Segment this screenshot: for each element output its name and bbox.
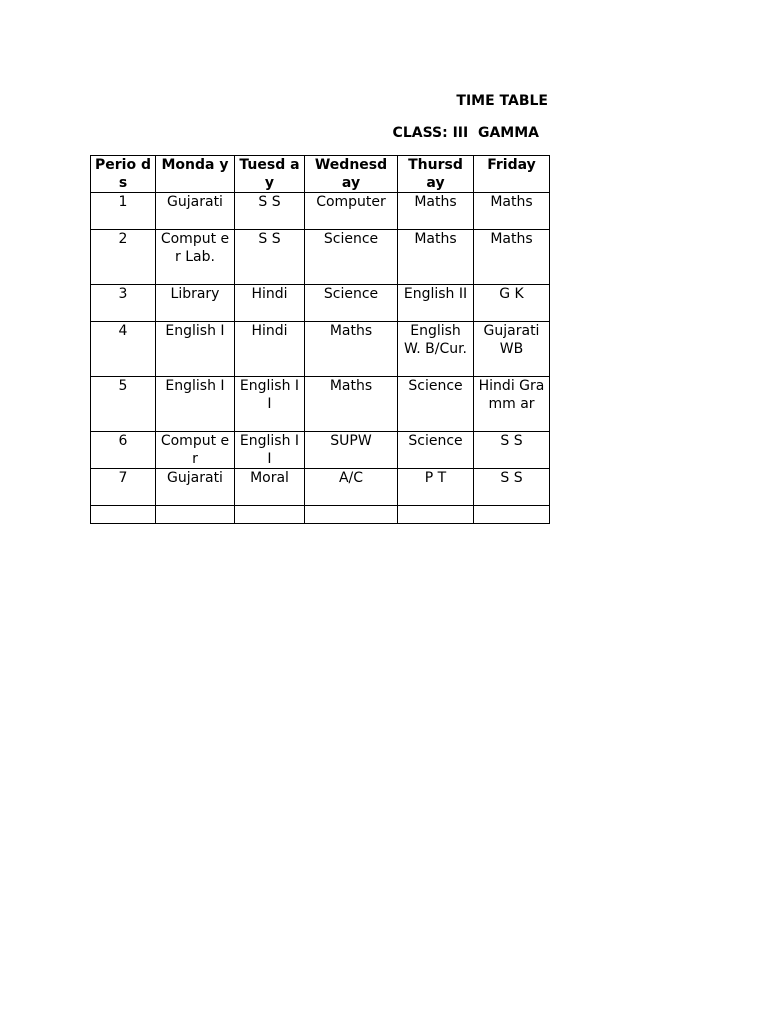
header-friday: Friday bbox=[474, 156, 550, 193]
friday-cell bbox=[474, 506, 550, 524]
wednesday-cell: Science bbox=[305, 230, 398, 285]
friday-cell: Maths bbox=[474, 193, 550, 230]
header-thursday: Thursd ay bbox=[398, 156, 474, 193]
period-cell: 4 bbox=[91, 322, 156, 377]
wednesday-cell bbox=[305, 506, 398, 524]
period-cell: 6 bbox=[91, 432, 156, 469]
period-cell bbox=[91, 506, 156, 524]
wednesday-cell: Maths bbox=[305, 377, 398, 432]
class-label: CLASS: III GAMMA bbox=[392, 125, 539, 141]
wednesday-cell: Science bbox=[305, 285, 398, 322]
header-tuesday: Tuesd ay bbox=[235, 156, 305, 193]
tuesday-cell: English II bbox=[235, 377, 305, 432]
monday-cell: English I bbox=[156, 322, 235, 377]
monday-cell: Library bbox=[156, 285, 235, 322]
period-cell: 1 bbox=[91, 193, 156, 230]
period-cell: 2 bbox=[91, 230, 156, 285]
tuesday-cell: S S bbox=[235, 193, 305, 230]
wednesday-cell: Maths bbox=[305, 322, 398, 377]
wednesday-cell: A/C bbox=[305, 469, 398, 506]
header-periods: Perio ds bbox=[91, 156, 156, 193]
friday-cell: Hindi Gramm ar bbox=[474, 377, 550, 432]
page-title: TIME TABLE bbox=[456, 93, 548, 109]
table-row bbox=[91, 506, 550, 524]
period-cell: 5 bbox=[91, 377, 156, 432]
tuesday-cell: Hindi bbox=[235, 285, 305, 322]
table-row bbox=[91, 193, 550, 230]
friday-cell: Maths bbox=[474, 230, 550, 285]
tuesday-cell: English II bbox=[235, 432, 305, 469]
tuesday-cell bbox=[235, 506, 305, 524]
friday-cell: S S bbox=[474, 469, 550, 506]
table-row bbox=[91, 285, 550, 322]
monday-cell: Gujarati bbox=[156, 469, 235, 506]
table-row bbox=[91, 322, 550, 377]
monday-cell: English I bbox=[156, 377, 235, 432]
thursday-cell: English II bbox=[398, 285, 474, 322]
thursday-cell: Science bbox=[398, 432, 474, 469]
timetable bbox=[90, 155, 550, 524]
monday-cell: Comput er bbox=[156, 432, 235, 469]
friday-cell: G K bbox=[474, 285, 550, 322]
tuesday-cell: S S bbox=[235, 230, 305, 285]
table-row bbox=[91, 469, 550, 506]
monday-cell: Comput er Lab. bbox=[156, 230, 235, 285]
friday-cell: Gujarati WB bbox=[474, 322, 550, 377]
thursday-cell: English W. B/Cur. bbox=[398, 322, 474, 377]
tuesday-cell: Hindi bbox=[235, 322, 305, 377]
period-cell: 7 bbox=[91, 469, 156, 506]
thursday-cell: Maths bbox=[398, 193, 474, 230]
table-row bbox=[91, 377, 550, 432]
table-row bbox=[91, 230, 550, 285]
thursday-cell: Science bbox=[398, 377, 474, 432]
thursday-cell bbox=[398, 506, 474, 524]
tuesday-cell: Moral bbox=[235, 469, 305, 506]
period-cell: 3 bbox=[91, 285, 156, 322]
header-wednesday: Wednesd ay bbox=[305, 156, 398, 193]
table-row bbox=[91, 432, 550, 469]
header-monday: Monda y bbox=[156, 156, 235, 193]
thursday-cell: Maths bbox=[398, 230, 474, 285]
thursday-cell: P T bbox=[398, 469, 474, 506]
monday-cell: Gujarati bbox=[156, 193, 235, 230]
wednesday-cell: SUPW bbox=[305, 432, 398, 469]
friday-cell: S S bbox=[474, 432, 550, 469]
monday-cell bbox=[156, 506, 235, 524]
timetable-header-row bbox=[91, 156, 550, 193]
wednesday-cell: Computer bbox=[305, 193, 398, 230]
